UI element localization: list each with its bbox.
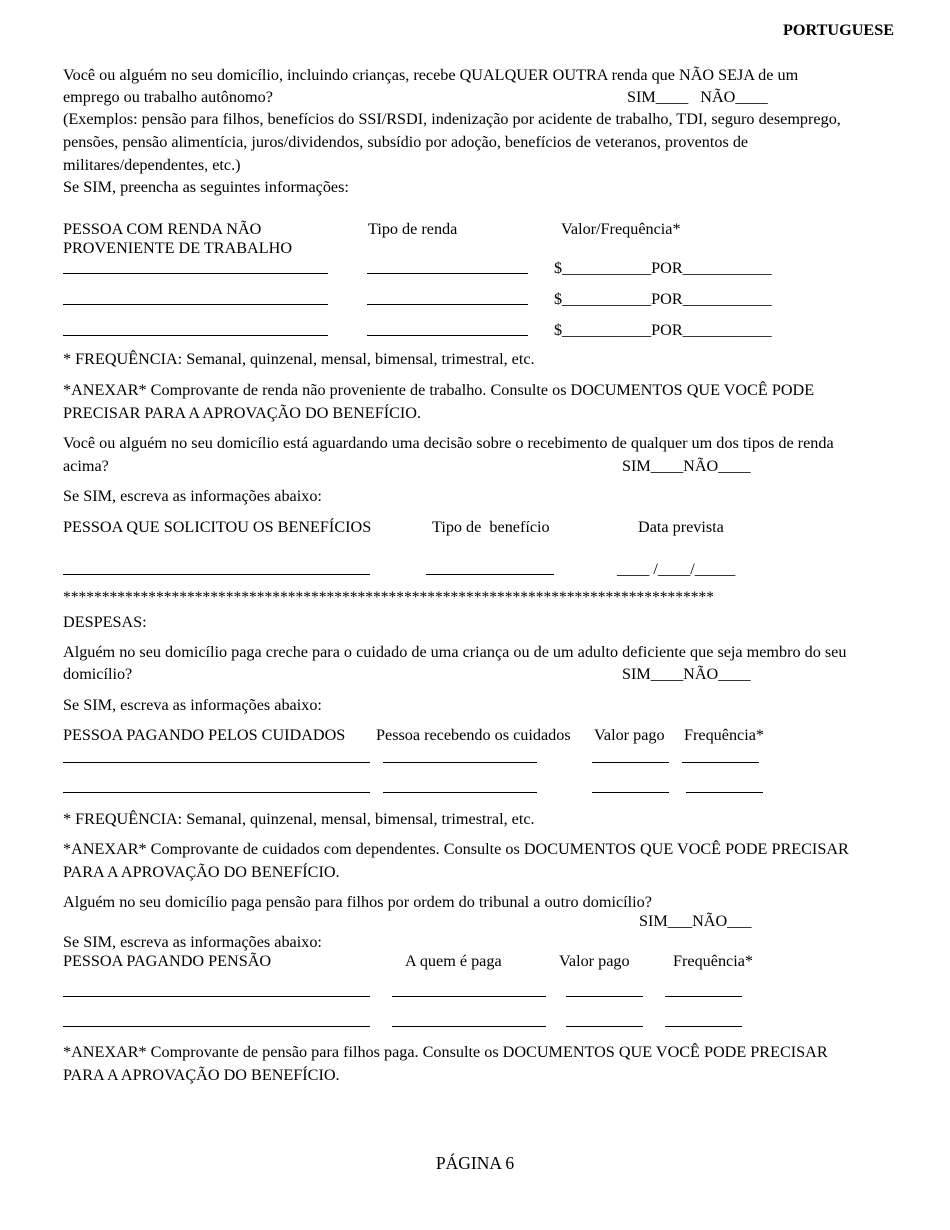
income-row-person-field[interactable] — [63, 273, 328, 274]
col-person-nonwork-income-line2: PROVENIENTE DE TRABALHO — [63, 239, 293, 257]
pending-question-line1: Você ou alguém no seu domicílio está aguardando uma decisão sobre o recebimento de qualquer um dos tipos de renda — [63, 434, 834, 452]
care-row-frequency-field[interactable] — [686, 792, 763, 793]
col-care-payer: PESSOA PAGANDO PELOS CUIDADOS — [63, 726, 346, 744]
other-income-examples-line2: pensões, pensão alimentícia, juros/dividendos, subsídio por adoção, benefícios de veteranos, proventos de — [63, 133, 749, 151]
income-row-amount-field[interactable]: $___________POR___________ — [554, 259, 772, 277]
care-row-frequency-field[interactable] — [682, 762, 759, 763]
support-row-payer-field[interactable] — [63, 1026, 370, 1027]
pending-date-field[interactable]: ____ /____/_____ — [617, 560, 736, 578]
income-row-type-field[interactable] — [367, 304, 528, 305]
pending-person-field[interactable] — [63, 574, 370, 575]
income-attach-line2: PRECISAR PARA A APROVAÇÃO DO BENEFÍCIO. — [63, 404, 422, 422]
language-label: PORTUGUESE — [783, 21, 894, 39]
support-row-payer-field[interactable] — [63, 996, 370, 997]
care-yes-no[interactable]: SIM____NÃO____ — [622, 665, 751, 683]
col-support-frequency: Frequência* — [673, 952, 754, 970]
income-frequency-note: * FREQUÊNCIA: Semanal, quinzenal, mensal, bimensal, trimestral, etc. — [63, 350, 535, 368]
pending-type-field[interactable] — [426, 574, 554, 575]
col-support-amount: Valor pago — [559, 952, 630, 970]
support-attach-line2: PARA A APROVAÇÃO DO BENEFÍCIO. — [63, 1066, 340, 1084]
support-row-amount-field[interactable] — [566, 996, 643, 997]
support-row-to-whom-field[interactable] — [392, 996, 546, 997]
other-income-question-line2: emprego ou trabalho autônomo? — [63, 88, 273, 106]
support-attach-line1: *ANEXAR* Comprovante de pensão para filhos paga. Consulte os DOCUMENTOS QUE VOCÊ PODE PRECISAR — [63, 1043, 828, 1061]
col-amount-frequency: Valor/Frequência* — [561, 220, 681, 238]
support-question: Alguém no seu domicílio paga pensão para filhos por ordem do tribunal a outro domicílio? — [63, 893, 652, 911]
income-row-person-field[interactable] — [63, 335, 328, 336]
col-support-to-whom: A quem é paga — [405, 952, 502, 970]
col-expected-date: Data prevista — [638, 518, 724, 536]
care-frequency-note: * FREQUÊNCIA: Semanal, quinzenal, mensal, bimensal, trimestral, etc. — [63, 810, 535, 828]
col-care-amount: Valor pago — [594, 726, 665, 744]
pending-question-line2: acima? — [63, 457, 109, 475]
care-row-amount-field[interactable] — [592, 762, 669, 763]
col-care-receiver: Pessoa recebendo os cuidados — [376, 726, 571, 744]
care-attach-line1: *ANEXAR* Comprovante de cuidados com dependentes. Consulte os DOCUMENTOS QUE VOCÊ PODE PRECISAR — [63, 840, 849, 858]
page-number: PÁGINA 6 — [435, 1153, 515, 1173]
income-row-type-field[interactable] — [367, 335, 528, 336]
support-row-frequency-field[interactable] — [665, 996, 742, 997]
care-row-payer-field[interactable] — [63, 792, 370, 793]
support-row-amount-field[interactable] — [566, 1026, 643, 1027]
income-row-type-field[interactable] — [367, 273, 528, 274]
income-row-person-field[interactable] — [63, 304, 328, 305]
care-attach-line2: PARA A APROVAÇÃO DO BENEFÍCIO. — [63, 863, 340, 881]
care-row-payer-field[interactable] — [63, 762, 370, 763]
pending-yes-no[interactable]: SIM____NÃO____ — [622, 457, 751, 475]
care-question-line2: domicílio? — [63, 665, 133, 683]
care-question-line1: Alguém no seu domicílio paga creche para o cuidado de uma criança ou de um adulto deficiente que seja membro do seu — [63, 643, 847, 661]
other-income-examples-line3: militares/dependentes, etc.) — [63, 156, 241, 174]
col-support-payer: PESSOA PAGANDO PENSÃO — [63, 952, 272, 970]
other-income-yes-no[interactable]: SIM____ NÃO____ — [627, 88, 768, 106]
col-benefit-type: Tipo de benefício — [432, 518, 550, 536]
col-income-type: Tipo de renda — [368, 220, 458, 238]
income-attach-line1: *ANEXAR* Comprovante de renda não proveniente de trabalho. Consulte os DOCUMENTOS QUE VOCÊ PODE — [63, 381, 815, 399]
income-row-amount-field[interactable]: $___________POR___________ — [554, 321, 772, 339]
pending-if-yes: Se SIM, escreva as informações abaixo: — [63, 487, 322, 505]
support-if-yes: Se SIM, escreva as informações abaixo: — [63, 933, 322, 951]
care-row-receiver-field[interactable] — [383, 762, 537, 763]
care-row-amount-field[interactable] — [592, 792, 669, 793]
income-row-amount-field[interactable]: $___________POR___________ — [554, 290, 772, 308]
expenses-title: DESPESAS: — [63, 613, 147, 631]
col-person-nonwork-income-line1: PESSOA COM RENDA NÃO — [63, 220, 262, 238]
other-income-question-line1: Você ou alguém no seu domicílio, incluindo crianças, recebe QUALQUER OUTRA renda que NÃO SEJA de um — [63, 66, 799, 84]
support-row-to-whom-field[interactable] — [392, 1026, 546, 1027]
support-yes-no[interactable]: SIM___NÃO___ — [639, 912, 752, 930]
support-row-frequency-field[interactable] — [665, 1026, 742, 1027]
section-separator: ************************************************************************************ — [63, 589, 714, 606]
other-income-examples-line1: (Exemplos: pensão para filhos, benefícios do SSI/RSDI, indenização por acidente de trabalho, TDI, seguro desemprego, — [63, 110, 841, 128]
other-income-if-yes: Se SIM, preencha as seguintes informações: — [63, 178, 349, 196]
col-care-frequency: Frequência* — [684, 726, 765, 744]
care-row-receiver-field[interactable] — [383, 792, 537, 793]
col-person-applied: PESSOA QUE SOLICITOU OS BENEFÍCIOS — [63, 518, 372, 536]
care-if-yes: Se SIM, escreva as informações abaixo: — [63, 696, 322, 714]
